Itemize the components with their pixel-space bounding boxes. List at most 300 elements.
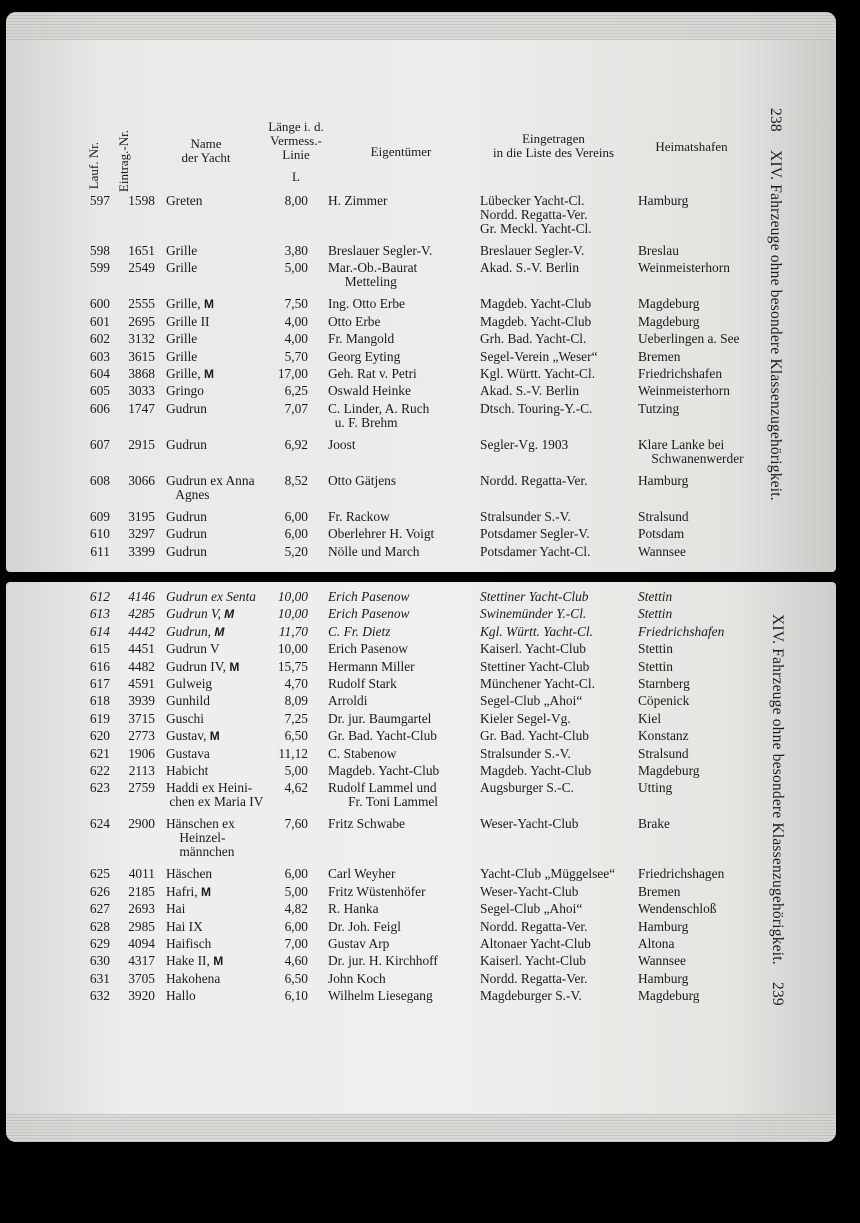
- club-text: Augsburger S.-C.: [480, 780, 574, 796]
- motor-marker: M: [214, 624, 225, 639]
- home-port-text: Hamburg: [638, 918, 689, 934]
- club: [480, 545, 638, 559]
- yacht-name-text: Gustav,: [166, 728, 210, 744]
- owner-text: Hermann Miller: [328, 658, 415, 674]
- yacht-name: [166, 474, 278, 502]
- length-text: 8,09: [284, 693, 308, 709]
- owner: [328, 781, 478, 809]
- club: [480, 694, 638, 708]
- owner-text: Georg Eyting: [328, 348, 401, 364]
- lauf-number-text: 613: [89, 606, 110, 622]
- length-text: 15,75: [277, 658, 308, 674]
- home-port: [638, 885, 763, 899]
- owner: [328, 194, 478, 208]
- length-text: 6,00: [284, 508, 308, 524]
- home-port: [638, 642, 763, 656]
- owner: [328, 474, 478, 488]
- home-port: [638, 297, 763, 311]
- lauf-number-text: 631: [89, 970, 110, 986]
- club: [480, 527, 638, 541]
- home-port: [638, 315, 763, 329]
- home-port: [638, 244, 763, 258]
- lauf-number-text: 630: [89, 953, 110, 969]
- home-port-text: Stettin: [638, 606, 673, 622]
- owner-text: Rudolf Lammel und Fr. Toni Lammel: [328, 780, 439, 810]
- yacht-name-text: Grille: [166, 331, 198, 347]
- owner: [328, 660, 478, 674]
- owner: [328, 642, 478, 656]
- yacht-name: [166, 920, 278, 934]
- entry-number-text: 4011: [128, 866, 155, 882]
- entry-number-text: 3715: [128, 710, 155, 726]
- entry-number-text: 2113: [128, 763, 155, 778]
- home-port: [638, 694, 763, 708]
- owner-text: R. Hanka: [328, 901, 379, 917]
- club-text: Grh. Bad. Yacht-Cl.: [480, 331, 587, 347]
- motor-marker: M: [213, 954, 224, 969]
- yacht-name: [166, 402, 278, 416]
- yacht-name: [166, 590, 278, 604]
- lauf-number: [82, 510, 110, 524]
- yacht-name: [166, 747, 278, 761]
- length: [264, 920, 308, 934]
- club-text: Stralsunder S.-V.: [480, 745, 571, 761]
- owner: [328, 712, 478, 726]
- lauf-number-text: 621: [89, 745, 110, 761]
- entry-number: [117, 817, 155, 831]
- entry-number: [117, 332, 155, 346]
- home-port: [638, 194, 763, 208]
- home-port-text: Stralsund: [638, 508, 689, 524]
- owner-text: Oswald Heinke: [328, 383, 411, 399]
- entry-number-text: 2773: [128, 728, 155, 744]
- yacht-name: [166, 677, 278, 691]
- owner-text: Fr. Mangold: [328, 331, 395, 347]
- lauf-number: [82, 694, 110, 708]
- entry-number-text: 3132: [128, 331, 155, 347]
- club-text: Magdeb. Yacht-Club: [480, 763, 592, 778]
- lauf-number: [82, 367, 110, 381]
- length: [264, 244, 308, 258]
- lauf-number: [82, 625, 110, 639]
- owner-text: Fr. Rackow: [328, 508, 390, 524]
- lauf-number: [82, 244, 110, 258]
- club-text: Akad. S.-V. Berlin: [480, 260, 580, 276]
- entry-number-text: 4285: [128, 606, 155, 622]
- header-name: Name der Yacht: [181, 136, 231, 165]
- lauf-number-text: 602: [89, 331, 110, 347]
- yacht-name-text: Habicht: [166, 763, 209, 778]
- owner-text: Dr. jur. Baumgartel: [328, 710, 432, 726]
- length: [264, 384, 308, 398]
- owner: [328, 297, 478, 311]
- entry-number: [117, 729, 155, 743]
- owner-text: Otto Gätjens: [328, 472, 397, 488]
- owner: [328, 261, 478, 289]
- home-port-text: Friedrichshafen: [638, 366, 723, 381]
- home-port-text: Starnberg: [638, 676, 690, 691]
- club-text: Magdeburger S.-V.: [480, 988, 582, 1004]
- length-text: 11,12: [278, 745, 308, 761]
- owner-text: C. Stabenow: [328, 745, 397, 761]
- entry-number: [117, 712, 155, 726]
- entry-number: [117, 937, 155, 951]
- yacht-name-text: Hake II,: [166, 953, 214, 969]
- running-title: XIV. Fahrzeuge ohne besondere Klassenzugehörigkeit.: [769, 614, 786, 965]
- home-port-text: Weinmeisterhorn: [638, 260, 730, 276]
- length: [264, 954, 308, 968]
- entry-number: [117, 989, 155, 1003]
- home-port-text: Magdeburg: [638, 313, 700, 329]
- yacht-name-text: Grille: [166, 260, 198, 276]
- owner-text: Arroldi: [328, 693, 368, 709]
- length: [264, 677, 308, 691]
- entry-number-text: 2549: [128, 260, 155, 276]
- home-port: [638, 781, 763, 795]
- yacht-name-text: Gulweig: [166, 676, 213, 691]
- home-port: [638, 729, 763, 743]
- length: [264, 694, 308, 708]
- entry-number-text: 2915: [128, 436, 155, 452]
- lauf-number-text: 624: [89, 816, 110, 832]
- yacht-name: [166, 297, 278, 311]
- length: [264, 545, 308, 559]
- length-text: 7,00: [284, 936, 308, 951]
- length-text: 5,70: [284, 348, 308, 364]
- entry-number: [117, 315, 155, 329]
- club: [480, 781, 638, 795]
- club: [480, 817, 638, 831]
- home-port-text: Klare Lanke bei Schwanenwerder: [638, 436, 744, 466]
- lauf-number-text: 620: [89, 728, 110, 744]
- home-port: [638, 989, 763, 1003]
- lauf-number-text: 622: [89, 763, 110, 778]
- club-text: Nordd. Regatta-Ver.: [480, 472, 588, 488]
- lauf-number-text: 632: [89, 988, 110, 1004]
- lauf-number-text: 601: [89, 313, 110, 329]
- lauf-number: [82, 764, 110, 778]
- entry-number: [117, 607, 155, 621]
- entry-number: [117, 972, 155, 986]
- motor-marker: M: [203, 367, 214, 381]
- yacht-name-text: Greten: [166, 193, 203, 208]
- yacht-name-text: Gringo: [166, 383, 204, 399]
- lauf-number-text: 623: [89, 780, 110, 796]
- length: [264, 729, 308, 743]
- lauf-number: [82, 350, 110, 364]
- club-text: Dtsch. Touring-Y.-C.: [480, 400, 593, 416]
- yacht-name-text: Gudrun: [166, 526, 207, 542]
- owner-text: Carl Weyher: [328, 866, 396, 882]
- yacht-name: [166, 885, 278, 899]
- entry-number-text: 4482: [128, 658, 155, 674]
- owner: [328, 315, 478, 329]
- club-text: Weser-Yacht-Club: [480, 816, 579, 832]
- header-laenge: Länge i. d. Vermess.- Linie: [268, 119, 324, 162]
- length-text: 4,70: [284, 676, 308, 691]
- entry-number: [117, 510, 155, 524]
- home-port-text: Stralsund: [638, 745, 689, 761]
- home-port: [638, 817, 763, 831]
- entry-number-text: 3705: [128, 970, 155, 986]
- lauf-number: [82, 989, 110, 1003]
- owner: [328, 747, 478, 761]
- yacht-name: [166, 367, 278, 381]
- club-text: Stettiner Yacht-Club: [480, 589, 589, 604]
- lauf-number: [82, 677, 110, 691]
- header-heimatshafen: Heimatshafen: [655, 139, 728, 154]
- home-port-text: Stettin: [638, 658, 673, 674]
- home-port-text: Wendenschloß: [638, 901, 717, 917]
- lauf-number: [82, 712, 110, 726]
- owner: [328, 867, 478, 881]
- home-port: [638, 350, 763, 364]
- length: [264, 194, 308, 208]
- length: [264, 817, 308, 831]
- club-text: Altonaer Yacht-Club: [480, 936, 591, 951]
- home-port-text: Cöpenick: [638, 693, 690, 709]
- club: [480, 438, 638, 452]
- lauf-number: [82, 332, 110, 346]
- lauf-number-text: 600: [89, 296, 110, 312]
- length-text: 6,10: [284, 988, 308, 1004]
- lauf-number-text: 629: [89, 936, 110, 951]
- length-text: 6,00: [284, 918, 308, 934]
- running-title: XIV. Fahrzeuge ohne besondere Klassenzugehörigkeit.: [767, 150, 784, 501]
- club-text: Nordd. Regatta-Ver.: [480, 918, 588, 934]
- club: [480, 937, 638, 951]
- owner: [328, 332, 478, 346]
- entry-number: [117, 954, 155, 968]
- lauf-number: [82, 660, 110, 674]
- yacht-name-text: Gunhild: [166, 693, 210, 709]
- lauf-number: [82, 402, 110, 416]
- yacht-name-text: Guschi: [166, 710, 204, 726]
- length: [264, 474, 308, 488]
- home-port: [638, 677, 763, 691]
- lauf-number: [82, 527, 110, 541]
- home-port: [638, 384, 763, 398]
- lauf-number-text: 626: [89, 883, 110, 899]
- home-port-text: Potsdam: [638, 526, 685, 542]
- lauf-number: [82, 545, 110, 559]
- club: [480, 764, 638, 778]
- owner-text: Fritz Wüstenhöfer: [328, 883, 426, 899]
- entry-number: [117, 660, 155, 674]
- length-text: 8,52: [284, 472, 308, 488]
- entry-number-text: 2693: [128, 901, 155, 917]
- length-text: 10,00: [277, 641, 308, 657]
- motor-marker: M: [229, 659, 240, 674]
- entry-number: [117, 625, 155, 639]
- header-eigentuemer: Eigentümer: [370, 144, 432, 159]
- entry-number: [117, 902, 155, 916]
- owner: [328, 244, 478, 258]
- club-text: Stettiner Yacht-Club: [480, 658, 590, 674]
- home-port: [638, 625, 763, 639]
- lauf-number: [82, 194, 110, 208]
- owner-text: Gustav Arp: [328, 936, 390, 951]
- home-port: [638, 712, 763, 726]
- length-text: 6,92: [284, 436, 308, 452]
- length: [264, 885, 308, 899]
- owner-text: Joost: [328, 436, 356, 452]
- owner: [328, 885, 478, 899]
- home-port-text: Stettin: [638, 641, 673, 657]
- length-text: 7,60: [284, 816, 308, 832]
- entry-number-text: 1651: [128, 243, 155, 258]
- yacht-name-text: Grille: [166, 243, 198, 258]
- home-port-text: Weinmeisterhorn: [638, 383, 730, 399]
- owner: [328, 527, 478, 541]
- yacht-name: [166, 315, 278, 329]
- yacht-name: [166, 954, 278, 968]
- home-port: [638, 954, 763, 968]
- club: [480, 867, 638, 881]
- length: [264, 261, 308, 275]
- club: [480, 315, 638, 329]
- club-text: Potsdamer Segler-V.: [480, 526, 590, 542]
- length-text: 6,00: [284, 866, 308, 882]
- lauf-number: [82, 954, 110, 968]
- owner-text: Erich Pasenow: [328, 641, 408, 657]
- entry-number: [117, 438, 155, 452]
- entry-number: [117, 194, 155, 208]
- yacht-name: [166, 764, 278, 778]
- length: [264, 438, 308, 452]
- club: [480, 712, 638, 726]
- lauf-number: [82, 607, 110, 621]
- home-port-text: Bremen: [638, 348, 681, 364]
- lauf-number-text: 609: [89, 508, 110, 524]
- lauf-number-text: 628: [89, 918, 110, 934]
- club: [480, 729, 638, 743]
- home-port-text: Altona: [638, 936, 675, 951]
- yacht-name-text: Hallo: [166, 988, 196, 1004]
- home-port-text: Kiel: [638, 710, 662, 726]
- owner: [328, 607, 478, 621]
- entry-number: [117, 384, 155, 398]
- home-port-text: Breslau: [638, 243, 679, 258]
- yacht-name-text: Grille: [166, 348, 198, 364]
- yacht-name-text: Gudrun IV,: [166, 658, 230, 674]
- length: [264, 402, 308, 416]
- yacht-name: [166, 694, 278, 708]
- length-text: 6,50: [284, 970, 308, 986]
- club-text: Segel-Club „Ahoi“: [480, 901, 583, 917]
- length-text: 7,50: [284, 296, 308, 312]
- yacht-name-text: Gudrun V: [166, 641, 220, 657]
- entry-number-text: 4451: [128, 641, 155, 657]
- yacht-name: [166, 607, 278, 621]
- club-text: Kgl. Württ. Yacht-Cl.: [480, 366, 596, 381]
- entry-number-text: 4317: [128, 953, 155, 969]
- owner-text: Erich Pasenow: [328, 606, 410, 622]
- club: [480, 244, 638, 258]
- yacht-name: [166, 194, 278, 208]
- club-text: Magdeb. Yacht-Club: [480, 296, 592, 312]
- club: [480, 972, 638, 986]
- length: [264, 660, 308, 674]
- entry-number-text: 2900: [128, 816, 155, 832]
- yacht-name: [166, 438, 278, 452]
- entry-number: [117, 747, 155, 761]
- length-text: 7,25: [284, 710, 308, 726]
- lauf-number: [82, 261, 110, 275]
- length: [264, 510, 308, 524]
- club: [480, 510, 638, 524]
- lauf-number: [82, 920, 110, 934]
- club-text: Gr. Bad. Yacht-Club: [480, 728, 589, 744]
- club: [480, 297, 638, 311]
- length: [264, 781, 308, 795]
- home-port: [638, 902, 763, 916]
- lauf-number-text: 606: [89, 400, 110, 416]
- length-text: 8,00: [284, 193, 308, 208]
- club: [480, 660, 638, 674]
- owner-text: John Koch: [328, 970, 386, 986]
- yacht-name-text: Gudrun ex Senta: [166, 589, 256, 604]
- club-text: Segel-Verein „Weser“: [480, 348, 598, 364]
- lauf-number-text: 614: [89, 623, 110, 639]
- owner: [328, 677, 478, 691]
- yacht-name-text: Gustava: [166, 745, 210, 761]
- entry-number-text: 3920: [128, 988, 155, 1004]
- entry-number-text: 3066: [128, 472, 155, 488]
- yacht-name-text: Hänschen ex Heinzel- männchen: [166, 816, 235, 860]
- lauf-number: [82, 885, 110, 899]
- entry-number-text: 1747: [128, 400, 155, 416]
- owner: [328, 972, 478, 986]
- yacht-name: [166, 332, 278, 346]
- header-eintrag-nr: Eintrag.-Nr.: [116, 130, 131, 193]
- lauf-number-text: 597: [89, 193, 110, 208]
- club-text: Kieler Segel-Vg.: [480, 710, 571, 726]
- home-port: [638, 402, 763, 416]
- owner: [328, 954, 478, 968]
- club-text: Magdeb. Yacht-Club: [480, 313, 592, 329]
- home-port: [638, 590, 763, 604]
- owner-text: Otto Erbe: [328, 313, 381, 329]
- owner: [328, 350, 478, 364]
- home-port-text: Wannsee: [638, 953, 686, 969]
- home-port: [638, 972, 763, 986]
- home-port-text: Stettin: [638, 589, 673, 604]
- home-port: [638, 367, 763, 381]
- lauf-number-text: 610: [89, 526, 110, 542]
- length-text: 5,20: [284, 543, 308, 559]
- yacht-name-text: Gudrun ex Anna Agnes: [166, 472, 255, 502]
- yacht-name: [166, 384, 278, 398]
- entry-number: [117, 244, 155, 258]
- lauf-number: [82, 315, 110, 329]
- length: [264, 764, 308, 778]
- yacht-name: [166, 902, 278, 916]
- club-text: Segler-Vg. 1903: [480, 436, 569, 452]
- length-text: 6,50: [284, 728, 308, 744]
- lauf-number-text: 619: [89, 710, 110, 726]
- owner-text: Mar.-Ob.-Baurat Metteling: [328, 260, 418, 290]
- club: [480, 954, 638, 968]
- lauf-number: [82, 438, 110, 452]
- yacht-name-text: Gudrun: [166, 400, 207, 416]
- length-text: 5,00: [284, 763, 308, 778]
- length-text: 4,62: [284, 780, 308, 796]
- length-text: 10,00: [277, 606, 308, 622]
- lauf-number: [82, 590, 110, 604]
- club: [480, 920, 638, 934]
- entry-number-text: 4591: [128, 676, 155, 691]
